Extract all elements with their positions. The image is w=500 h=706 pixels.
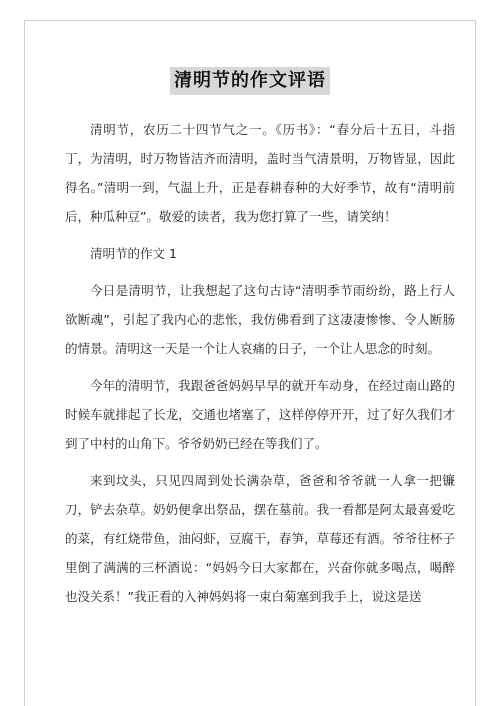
title-area xyxy=(25,67,475,95)
body-paragraph: 来到坟头，只见四周到处长满杂草，爸爸和爷爷就一人拿一把镰刀，铲去杂草。奶奶便拿出祭品，摆在墓前。我一看都是阿太最喜爱吃的菜，有红烧带鱼，油闷虾，豆腐干，春笋，草莓还有酒。爷爷往杯子里倒了满满的三杯酒说：“妈妈今日大家都在，兴奋你就多喝点，喝醉也没关系！”我正看的入神妈妈将一束白菊塞到我手上，说这是送 xyxy=(65,473,455,604)
document-title: 清明节的作文评语 xyxy=(170,67,330,95)
section-heading: 清明节的作文 1 xyxy=(90,246,177,261)
body-paragraph: 今日是清明节，让我想起了这句古诗“清明季节雨纷纷，路上行人欲断魂”，引起了我内心的悲怅，我仿佛看到了这凄凄惨惨、令人断肠的情景。清明这一天是一个让人哀痛的日子，一个让人思念的时刻。 xyxy=(65,283,455,356)
document-page xyxy=(24,20,476,706)
body-paragraph: 今年的清明节，我跟爸爸妈妈早早的就开车动身，在经过南山路的时候车就排起了长龙，交通也堵塞了，这样停停开开，过了好久我们才到了中村的山角下。爷爷奶奶已经在等我们了。 xyxy=(65,378,455,451)
document-body xyxy=(65,115,455,619)
intro-paragraph: 清明节，农历二十四节气之一。《历书》：“春分后十五日，斗指丁，为清明，时万物皆洁齐而清明，盖时当气清景明，万物皆显，因此得名。”清明一到，气温上升，正是春耕春种的大好季节，故有“清明前后，种瓜种豆”。敬爱的读者，我为您打算了一些，请笑纳！ xyxy=(65,122,455,224)
